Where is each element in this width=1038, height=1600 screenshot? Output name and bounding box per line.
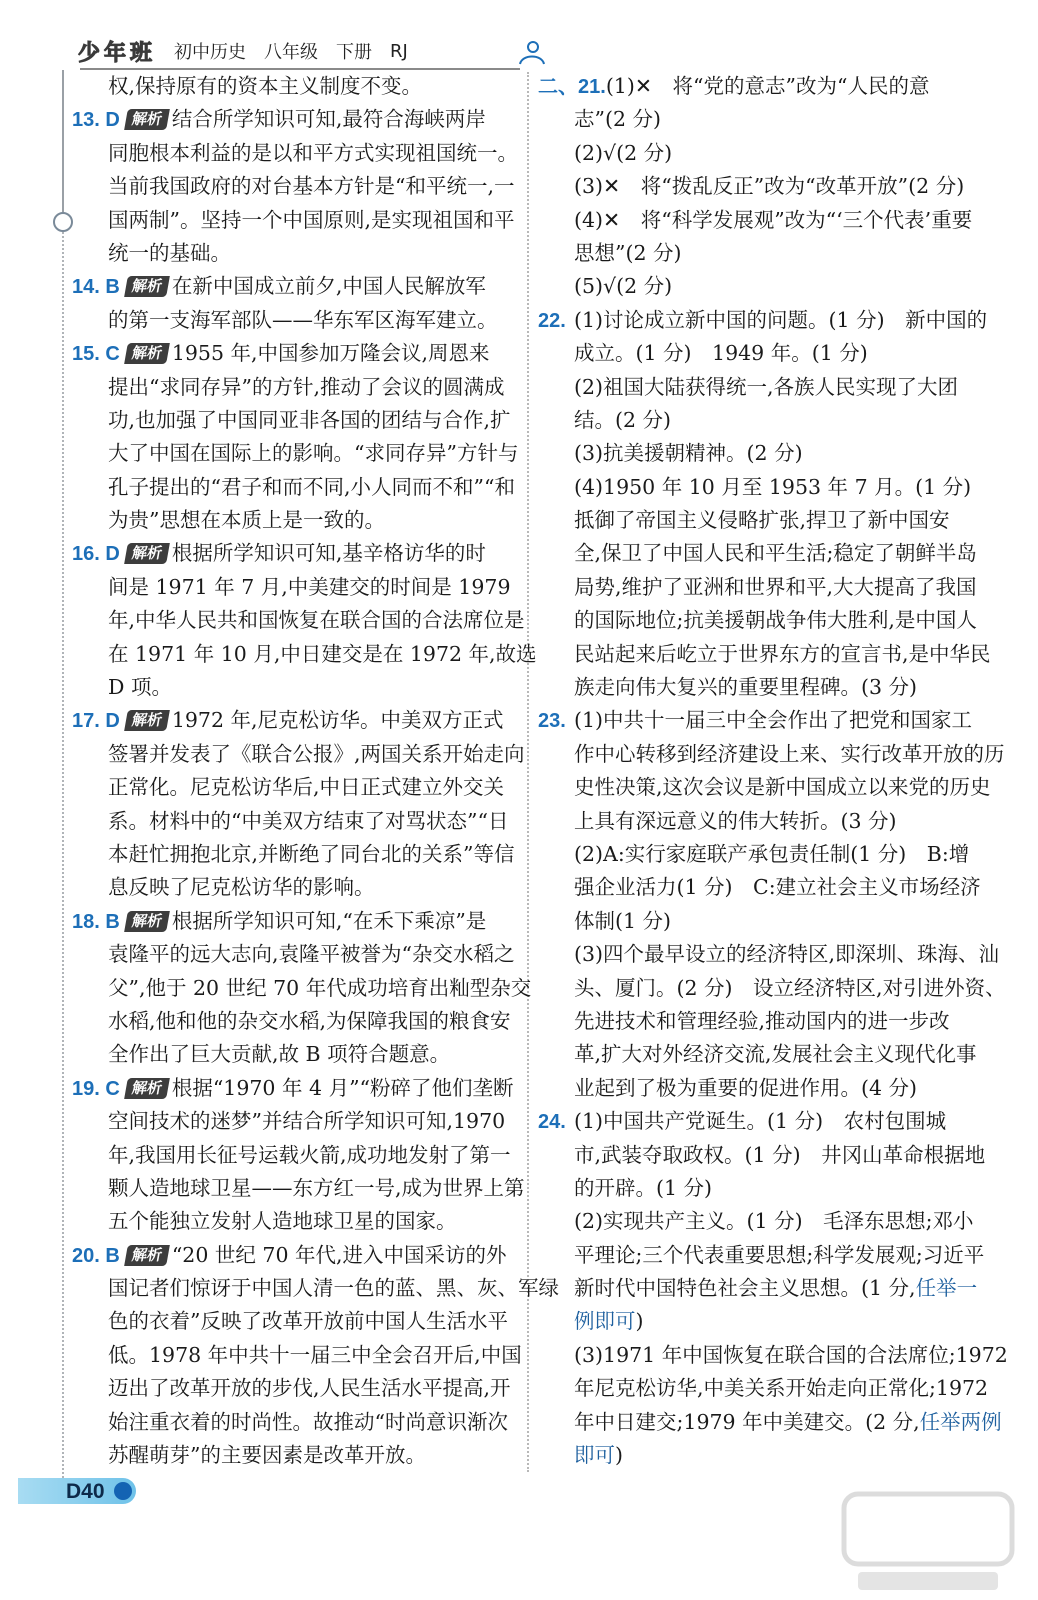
line-text: (3)1971 年中国恢复在联合国的合法席位;1972 <box>574 1342 1008 1367</box>
line-text: 根据“1970 年 4 月”“粉碎了他们垄断 <box>171 1075 514 1100</box>
line-text: 全作出了巨大贡献,故 B 项符合题意。 <box>108 1042 451 1067</box>
line-text: 成立。(1 分) 1949 年。(1 分) <box>574 341 868 366</box>
question-number: 23. <box>538 710 566 733</box>
text-line <box>538 838 982 871</box>
text-line <box>538 1038 982 1071</box>
text-line <box>538 1439 982 1472</box>
line-text: 在新中国成立前夕,中国人民解放军 <box>171 274 486 299</box>
line-text: 颗人造地球卫星——东方红一号,成为世界上第 <box>108 1175 525 1200</box>
line-text: 水稻,他和他的杂交水稻,为保障我国的粮食安 <box>108 1008 511 1033</box>
text-line <box>538 638 991 671</box>
text-line <box>538 537 982 570</box>
question-number: 22. <box>538 309 566 332</box>
text-line <box>538 270 982 303</box>
question-number: 14. B <box>72 276 120 299</box>
text-line <box>72 838 516 871</box>
question-item <box>72 103 516 136</box>
text-line <box>538 437 982 470</box>
line-text: 抵御了帝国主义侵略扩张,捍卫了新中国安 <box>574 508 950 533</box>
line-text: 提出“求同存异”的方针,推动了会议的圆满成 <box>108 374 505 399</box>
line-text: 新时代中国特色社会主义思想。(1 分, <box>574 1276 916 1301</box>
line-text: “20 世纪 70 年代,进入中国采访的外 <box>171 1242 507 1267</box>
question-number: 13. D <box>72 109 120 132</box>
question-item <box>538 304 988 337</box>
text-line <box>538 204 982 237</box>
text-line <box>72 638 537 671</box>
line-text: 国记者们惊讶于中国人清一色的蓝、黑、灰、军绿 <box>108 1276 559 1301</box>
line-text: 革,扩大对外经济交流,发展社会主义现代化事 <box>574 1042 977 1067</box>
analysis-badge: 解析 <box>124 109 170 130</box>
line-text: (5)√(2 分) <box>574 274 673 299</box>
question-number: 15. C <box>72 343 120 366</box>
line-text: 功,也加强了中国同亚非各国的团结与合作,扩 <box>108 407 511 432</box>
line-text: 始注重衣着的时尚性。故推动“时尚意识渐次 <box>108 1409 508 1434</box>
text-line <box>538 738 1005 771</box>
text-line <box>72 1272 559 1305</box>
question-item <box>538 704 982 737</box>
line-text: 色的衣着”反映了改革开放前中国人生活水平 <box>108 1309 508 1334</box>
text-line <box>538 1272 982 1305</box>
text-line <box>538 371 982 404</box>
text-line <box>72 1339 522 1372</box>
question-number: 18. B <box>72 910 120 933</box>
text-line <box>538 871 982 904</box>
text-line <box>72 1406 516 1439</box>
analysis-badge: 解析 <box>124 710 170 731</box>
header-edition: RJ <box>390 40 408 62</box>
text-line <box>72 738 525 771</box>
question-item <box>72 537 516 570</box>
question-item <box>538 70 982 103</box>
text-line <box>72 404 516 437</box>
line-text: 当前我国政府的对台基本方针是“和平统一,一 <box>108 174 515 199</box>
line-text: 的第一支海军部队——华东军区海军建立。 <box>108 307 498 332</box>
analysis-badge: 解析 <box>124 543 170 564</box>
line-text: 年尼克松访华,中美关系开始走向正常化;1972 <box>574 1376 989 1401</box>
text-line <box>538 805 982 838</box>
margin-rule <box>62 70 64 218</box>
line-text: 苏醒萌芽”的主要因素是改革开放。 <box>108 1443 426 1468</box>
line-text: 同胞根本利益的是以和平方式实现祖国统一。 <box>108 140 518 165</box>
text-line <box>72 972 532 1005</box>
line-text: (1)中国共产党诞生。(1 分) 农村包围城 <box>574 1109 947 1134</box>
text-line <box>72 871 516 904</box>
text-line <box>538 1205 982 1238</box>
text-line <box>538 671 982 704</box>
text-line <box>538 137 982 170</box>
line-text: (3)抗美援朝精神。(2 分) <box>574 441 803 466</box>
line-text: 空间技术的迷梦”并结合所学知识可知,1970 <box>108 1109 506 1134</box>
line-text: (1)中共十一届三中全会作出了把党和国家工 <box>574 708 973 733</box>
text-line <box>72 1139 516 1172</box>
text-line <box>72 70 516 103</box>
text-line <box>72 437 519 470</box>
line-text: 上具有深远意义的伟大转折。(3 分) <box>574 808 897 833</box>
text-line <box>72 771 516 804</box>
text-line <box>72 1038 516 1071</box>
hint-text: 任举两例 <box>919 1409 1002 1434</box>
line-text: 国两制”。坚持一个中国原则,是实现祖国和平 <box>108 207 515 232</box>
line-text: 族走向伟大复兴的重要里程碑。(3 分) <box>574 675 918 700</box>
line-text: 强企业活力(1 分) C:建立社会主义市场经济 <box>574 875 981 900</box>
text-line <box>72 471 516 504</box>
text-line <box>538 1305 982 1338</box>
header-volume: 下册 <box>336 42 373 63</box>
line-text: 低。1978 年中共十一届三中全会召开后,中国 <box>108 1342 522 1367</box>
analysis-badge: 解析 <box>124 1078 170 1099</box>
analysis-badge: 解析 <box>124 1245 170 1266</box>
text-line <box>72 137 516 170</box>
text-line <box>72 604 525 637</box>
line-text: 年,中华人民共和国恢复在联合国的合法席位是 <box>108 608 525 633</box>
text-line <box>72 1305 516 1338</box>
text-line <box>72 571 516 604</box>
text-line <box>538 1139 986 1172</box>
question-number: 24. <box>538 1111 566 1134</box>
line-text: 1955 年,中国参加万隆会议,周恩来 <box>171 341 490 366</box>
line-text: 系。材料中的“中美双方结束了对骂状态”“日 <box>108 808 509 833</box>
text-line <box>538 571 982 604</box>
analysis-badge: 解析 <box>124 343 170 364</box>
question-item <box>72 270 516 303</box>
line-text: 五个能独立发射人造地球卫星的国家。 <box>108 1209 457 1234</box>
text-line <box>72 1205 516 1238</box>
text-line <box>538 471 982 504</box>
hint-text: 例即可 <box>574 1309 636 1334</box>
text-line <box>72 805 516 838</box>
text-line <box>538 1172 982 1205</box>
text-line <box>72 204 516 237</box>
text-line <box>72 371 516 404</box>
brand-title: 少年班 <box>78 40 157 66</box>
page-dot-icon <box>114 1482 132 1500</box>
line-tail: ) <box>635 1309 644 1334</box>
text-line <box>538 905 982 938</box>
brand-logo <box>62 38 164 64</box>
line-text: 根据所学知识可知,基辛格访华的时 <box>171 541 486 566</box>
line-text: (1)讨论成立新中国的问题。(1 分) 新中国的 <box>574 307 988 332</box>
line-text: 袁隆平的远大志向,袁隆平被誉为“杂交水稻之 <box>108 942 515 967</box>
line-text: 市,武装夺取政权。(1 分) 井冈山革命根据地 <box>574 1142 986 1167</box>
text-line <box>538 1005 982 1038</box>
question-number: 20. B <box>72 1244 120 1267</box>
line-text: (3)四个最早设立的经济特区,即深圳、珠海、汕 <box>574 942 1000 967</box>
text-line <box>538 604 982 637</box>
line-text: (4)1950 年 10 月至 1953 年 7 月。(1 分) <box>574 474 972 499</box>
line-text: 业起到了极为重要的促进作用。(4 分) <box>574 1075 918 1100</box>
line-tail: ) <box>615 1443 623 1468</box>
text-line <box>72 1439 516 1472</box>
line-text: 年,我国用长征号运载火箭,成功地发射了第一 <box>108 1142 511 1167</box>
text-line <box>538 972 1006 1005</box>
question-item <box>72 1072 516 1105</box>
text-line <box>72 1172 525 1205</box>
text-line <box>538 1072 982 1105</box>
line-text: 权,保持原有的资本主义制度不变。 <box>108 74 423 98</box>
line-text: 志”(2 分) <box>574 107 662 132</box>
page-header <box>62 36 426 66</box>
question-item <box>72 905 516 938</box>
column-divider <box>527 72 529 1472</box>
line-text: 民站起来后屹立于世界东方的宣言书,是中华民 <box>574 641 991 666</box>
question-number: 二、21. <box>538 76 606 98</box>
line-text: 年中日建交;1979 年中美建交。(2 分, <box>574 1409 920 1434</box>
line-text: 头、厦门。(2 分) 设立经济特区,对引进外资、 <box>574 975 1006 1000</box>
right-column <box>538 70 1008 1472</box>
text-line <box>538 771 991 804</box>
line-text: 史性决策,这次会议是新中国成立以来党的历史 <box>574 775 991 800</box>
line-text: 迈出了改革开放的步伐,人民生活水平提高,开 <box>108 1376 511 1401</box>
line-text: (2)√(2 分) <box>574 140 673 165</box>
line-text: 作中心转移到经济建设上来、实行改革开放的历 <box>574 741 1005 766</box>
text-line <box>538 337 982 370</box>
text-line <box>538 1239 985 1272</box>
ring-marker-icon <box>53 212 73 232</box>
watermark-logo <box>838 1488 1018 1598</box>
line-text: 父”,他于 20 世纪 70 年代成功培育出籼型杂交 <box>108 975 532 1000</box>
question-number: 16. D <box>72 543 120 566</box>
text-line <box>538 1372 989 1405</box>
line-text: 孔子提出的“君子和而不同,小人同而不和”“和 <box>108 474 515 499</box>
text-line <box>72 671 516 704</box>
line-text: 正常化。尼克松访华后,中日正式建立外交关 <box>108 775 505 800</box>
line-text: (2)A:实行家庭联产承包责任制(1 分) B:增 <box>574 841 970 866</box>
text-line <box>538 1406 1002 1439</box>
line-text: (2)祖国大陆获得统一,各族人民实现了大团 <box>574 374 959 399</box>
line-text: D 项。 <box>108 675 172 700</box>
line-text: 为贵”思想在本质上是一致的。 <box>108 508 385 533</box>
text-line <box>538 103 982 136</box>
line-text: (2)实现共产主义。(1 分) 毛泽东思想;邓小 <box>574 1209 974 1234</box>
line-text: 平理论;三个代表重要思想;科学发展观;习近平 <box>574 1242 985 1267</box>
line-text: 先进技术和管理经验,推动国内的进一步改 <box>574 1008 950 1033</box>
line-text: 结。(2 分) <box>574 407 672 432</box>
text-line <box>72 1372 516 1405</box>
line-text: 本赶忙拥抱北京,并断绝了同台北的关系”等信 <box>108 841 515 866</box>
text-line <box>72 304 516 337</box>
question-number: 17. D <box>72 710 120 733</box>
text-line <box>538 237 982 270</box>
line-text: 息反映了尼克松访华的影响。 <box>108 875 375 900</box>
question-item <box>538 1105 982 1138</box>
person-icon <box>516 38 546 68</box>
line-text: 间是 1971 年 7 月,中美建交的时间是 1979 <box>108 574 511 599</box>
text-line <box>72 237 516 270</box>
line-text: 体制(1 分) <box>574 908 672 933</box>
line-text: 全,保卫了中国人民和平生活;稳定了朝鲜半岛 <box>574 541 977 566</box>
line-text: 在 1971 年 10 月,中日建交是在 1972 年,故选 <box>108 641 537 666</box>
text-line <box>72 170 516 203</box>
text-line <box>72 504 516 537</box>
text-line <box>72 1105 516 1138</box>
text-line <box>538 1339 1008 1372</box>
text-line <box>538 404 982 437</box>
page-number: D40 <box>66 1480 105 1503</box>
line-text: 根据所学知识可知,“在禾下乘凉”是 <box>171 908 487 933</box>
line-text: 大了中国在国际上的影响。“求同存异”方针与 <box>108 441 519 466</box>
question-number: 19. C <box>72 1077 120 1100</box>
text-line <box>538 938 1000 971</box>
line-text: (3)✕ 将“拨乱反正”改为“改革开放”(2 分) <box>574 174 965 199</box>
line-text: 结合所学知识可知,最符合海峡两岸 <box>171 107 486 132</box>
line-text: 的国际地位;抗美援朝战争伟大胜利,是中国人 <box>574 608 977 633</box>
analysis-badge: 解析 <box>124 911 170 932</box>
line-text: 局势,维护了亚洲和世界和平,大大提高了我国 <box>574 574 977 599</box>
hint-text: 即可 <box>574 1443 615 1468</box>
hint-text: 任举一 <box>915 1276 978 1301</box>
text-line <box>72 938 516 971</box>
line-text: 思想”(2 分) <box>574 240 682 265</box>
line-text: 签署并发表了《联合公报》,两国关系开始走向 <box>108 741 525 766</box>
line-text: (4)✕ 将“科学发展观”改为“‘三个代表’重要 <box>574 207 973 232</box>
line-text: 的开辟。(1 分) <box>574 1175 713 1200</box>
line-text: 统一的基础。 <box>108 240 231 265</box>
text-line <box>538 504 982 537</box>
header-subject: 初中历史 <box>174 42 247 63</box>
question-item <box>72 337 516 370</box>
header-grade: 八年级 <box>264 42 319 63</box>
text-line <box>538 170 982 203</box>
question-item <box>72 704 516 737</box>
margin-dotted-rule <box>62 232 64 1482</box>
text-line <box>72 1005 516 1038</box>
question-item <box>72 1239 516 1272</box>
line-text: (1)✕ 将“党的意志”改为“人民的意 <box>605 74 930 98</box>
line-text: 1972 年,尼克松访华。中美双方正式 <box>171 708 504 733</box>
analysis-badge: 解析 <box>124 276 170 297</box>
